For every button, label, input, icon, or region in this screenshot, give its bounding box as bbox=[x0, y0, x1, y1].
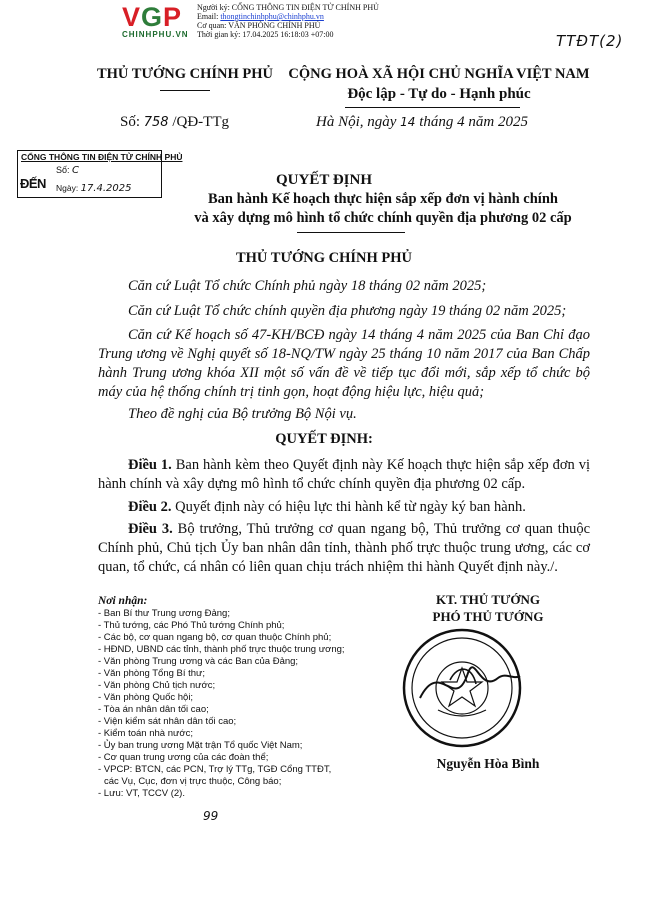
handwritten-code: TTĐT(2) bbox=[556, 32, 624, 50]
basis-4: Theo đề nghị của Bộ trưởng Bộ Nội vụ. bbox=[128, 406, 357, 422]
recipient-item: - Văn phòng Chủ tịch nước; bbox=[98, 680, 216, 691]
motto: Độc lập - Tự do - Hạnh phúc bbox=[347, 86, 531, 102]
signature-kt: KT. THỦ TƯỚNG bbox=[436, 592, 540, 607]
official-seal-icon bbox=[380, 618, 530, 748]
vgp-logo-subtitle: CHINHPHU.VN bbox=[122, 30, 189, 39]
basis-3: Căn cứ Kế hoạch số 47-KH/BCĐ ngày 14 tháng 4 năm 2025 của Ban Chỉ đạo Trung ương về Nghị quyết số 18-NQ/TW ngày 25 tháng 10 năm 2017 của Ban Chấp hành Trung ương khóa XII một số vấn đề về tiếp tục đổi mới, sắp xếp tổ chức bộ máy của hệ thống chính trị tinh gọn, hoạt động hiệu lực, hiệu quả; bbox=[98, 327, 590, 400]
stamp-number: Số: C bbox=[56, 165, 79, 176]
issuer-heading: THỦ TƯỚNG CHÍNH PHỦ bbox=[235, 250, 413, 266]
recipient-item: - VPCP: BTCN, các PCN, Trợ lý TTg, TGĐ Cổng TTĐT, bbox=[98, 764, 332, 775]
recipients-list bbox=[98, 595, 345, 800]
recipient-item: - Lưu: VT, TCCV (2). bbox=[98, 788, 185, 799]
recipient-item: - Cơ quan trung ương của các đoàn thể; bbox=[98, 752, 269, 763]
signer-name: Nguyễn Hòa Bình bbox=[436, 756, 540, 771]
decision-heading: QUYẾT ĐỊNH: bbox=[275, 431, 373, 447]
nation-name: CỘNG HOÀ XÃ HỘI CHỦ NGHĨA VIỆT NAM bbox=[288, 66, 590, 82]
signature-position: PHÓ THỦ TƯỚNG bbox=[432, 609, 544, 624]
email-line: Email: thongtinchinhphu@chinhphu.vn bbox=[197, 12, 324, 21]
time-line: Thời gian ký: 17.04.2025 16:18:03 +07:00 bbox=[197, 30, 334, 39]
email-link[interactable]: thongtinchinhphu@chinhphu.vn bbox=[220, 12, 324, 21]
article-2: Điều 2. Quyết định này có hiệu lực thi hành kể từ ngày ký ban hành. bbox=[128, 499, 526, 515]
signer-line: Người ký: CỔNG THÔNG TIN ĐIỆN TỬ CHÍNH PHỦ bbox=[197, 3, 379, 12]
recipient-item: - Viện kiểm sát nhân dân tối cao; bbox=[98, 716, 237, 727]
recipient-item: các Vụ, Cục, đơn vị trực thuộc, Công báo; bbox=[104, 776, 282, 787]
stamp-title: CỔNG THÔNG TIN ĐIỆN TỬ CHÍNH PHỦ bbox=[21, 152, 183, 162]
agency-line: Cơ quan: VĂN PHÒNG CHÍNH PHỦ bbox=[197, 21, 321, 30]
basis-1: Căn cứ Luật Tổ chức Chính phủ ngày 18 tháng 02 năm 2025; bbox=[128, 278, 487, 294]
vgp-logo: VGP bbox=[122, 2, 183, 32]
recipient-item: - Các bộ, cơ quan ngang bộ, cơ quan thuộc Chính phủ; bbox=[98, 632, 332, 643]
national-header bbox=[278, 66, 600, 103]
digital-signature-info bbox=[197, 3, 379, 39]
agency-underline bbox=[160, 90, 210, 91]
motto-underline bbox=[345, 107, 520, 108]
recipient-item: - Kiểm toán nhà nước; bbox=[98, 728, 193, 739]
recipient-item: - Ban Bí thư Trung ương Đảng; bbox=[98, 608, 230, 619]
document-subtitle: Ban hành Kế hoạch thực hiện sắp xếp đơn vị hành chính và xây dựng mô hình tổ chức chính quyền địa phương 02 cấp bbox=[194, 191, 572, 226]
article-3: Điều 3. Bộ trưởng, Thủ trưởng cơ quan ngang bộ, Thủ trưởng cơ quan thuộc Chính phủ, Chủ tịch Ủy ban nhân dân tỉnh, thành phố trực thuộc trung ương, các cơ quan, tổ chức, cá nhân có liên quan chịu trách nhiệm thi hành Quyết định này./. bbox=[98, 521, 590, 575]
document-title: QUYẾT ĐỊNH bbox=[276, 172, 372, 188]
recipient-item: - Tòa án nhân dân tối cao; bbox=[98, 704, 209, 715]
recipient-item: - Văn phòng Quốc hội; bbox=[98, 692, 194, 703]
recipient-item: - Văn phòng Tổng Bí thư; bbox=[98, 668, 206, 679]
article-1: Điều 1. Ban hành kèm theo Quyết định này Kế hoạch thực hiện sắp xếp đơn vị hành chính và xây dựng mô hình tổ chức chính quyền địa phương 02 cấp. bbox=[98, 457, 590, 492]
document-number: Số: 758 /QĐ-TTg bbox=[120, 114, 229, 130]
recipient-item: - Thủ tướng, các Phó Thủ tướng Chính phủ; bbox=[98, 620, 285, 631]
basis-2: Căn cứ Luật Tổ chức chính quyền địa phương ngày 19 tháng 02 năm 2025; bbox=[128, 303, 567, 319]
stamp-den: ĐẾN bbox=[20, 176, 46, 191]
recipient-item: - HĐND, UBND các tỉnh, thành phố trực thuộc trung ương; bbox=[98, 644, 345, 655]
recipient-item: - Văn phòng Trung ương và các Ban của Đảng; bbox=[98, 656, 299, 667]
page-mark: 99 bbox=[203, 809, 219, 823]
subtitle-underline bbox=[297, 232, 405, 233]
recipients-title: Nơi nhận: bbox=[98, 595, 148, 607]
stamp-date: Ngày: 17.4.2025 bbox=[56, 183, 132, 194]
agency-name: THỦ TƯỚNG CHÍNH PHỦ bbox=[96, 66, 274, 82]
place-date: Hà Nội, ngày 14 tháng 4 năm 2025 bbox=[316, 114, 528, 130]
recipient-item: - Ủy ban trung ương Mặt trận Tổ quốc Việt Nam; bbox=[98, 740, 303, 751]
